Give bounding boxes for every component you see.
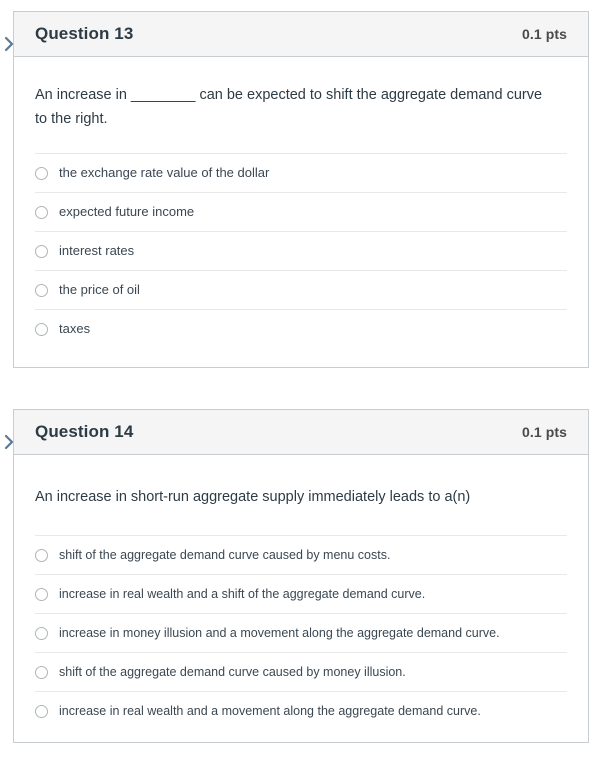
- answer-label: shift of the aggregate demand curve caused by menu costs.: [59, 548, 391, 562]
- question-title: Question 13: [35, 24, 134, 43]
- radio-button-icon[interactable]: [35, 588, 48, 601]
- answer-label: taxes: [59, 321, 91, 336]
- answer-label: shift of the aggregate demand curve caused by money illusion.: [59, 665, 406, 679]
- answer-option[interactable]: [35, 575, 567, 614]
- radio-button-icon[interactable]: [35, 284, 48, 297]
- chevron-right-icon: [1, 35, 19, 53]
- answer-label: the price of oil: [59, 282, 140, 297]
- question-title: Question 14: [35, 422, 134, 441]
- answer-label: interest rates: [59, 243, 135, 258]
- answer-option[interactable]: [35, 154, 567, 193]
- answer-label: expected future income: [59, 204, 195, 219]
- answer-option[interactable]: [35, 310, 567, 348]
- radio-button-icon[interactable]: [35, 206, 48, 219]
- answer-label: the exchange rate value of the dollar: [59, 165, 270, 180]
- answer-option[interactable]: [35, 614, 567, 653]
- answer-option[interactable]: [35, 653, 567, 692]
- answer-label: increase in money illusion and a movement along the aggregate demand curve.: [59, 626, 500, 640]
- answer-option[interactable]: [35, 271, 567, 310]
- answer-option[interactable]: [35, 193, 567, 232]
- question-points: 0.1 pts: [521, 424, 567, 440]
- answer-option[interactable]: [35, 692, 567, 730]
- question-points: 0.1 pts: [521, 26, 567, 42]
- answer-list: [35, 153, 567, 348]
- question-card-13: [13, 11, 589, 368]
- question-prompt: An increase in ________ can be expected to shift the aggregate demand curve to the right.: [35, 87, 543, 127]
- question-header: [14, 410, 588, 455]
- answer-option[interactable]: [35, 536, 567, 575]
- question-prompt: An increase in short-run aggregate supply immediately leads to a(n): [35, 489, 471, 505]
- question-header: [14, 12, 588, 57]
- radio-button-icon[interactable]: [35, 245, 48, 258]
- answer-label: increase in real wealth and a shift of the aggregate demand curve.: [59, 587, 426, 601]
- radio-button-icon[interactable]: [35, 323, 48, 336]
- answer-option[interactable]: [35, 232, 567, 271]
- radio-button-icon[interactable]: [35, 627, 48, 640]
- chevron-right-icon: [1, 433, 19, 451]
- radio-button-icon[interactable]: [35, 167, 48, 180]
- question-body: [14, 455, 588, 730]
- radio-button-icon[interactable]: [35, 666, 48, 679]
- radio-button-icon[interactable]: [35, 549, 48, 562]
- answer-label: increase in real wealth and a movement along the aggregate demand curve.: [59, 704, 481, 718]
- answer-list: [35, 535, 567, 730]
- question-body: [14, 57, 588, 348]
- question-card-14: [13, 409, 589, 743]
- radio-button-icon[interactable]: [35, 705, 48, 718]
